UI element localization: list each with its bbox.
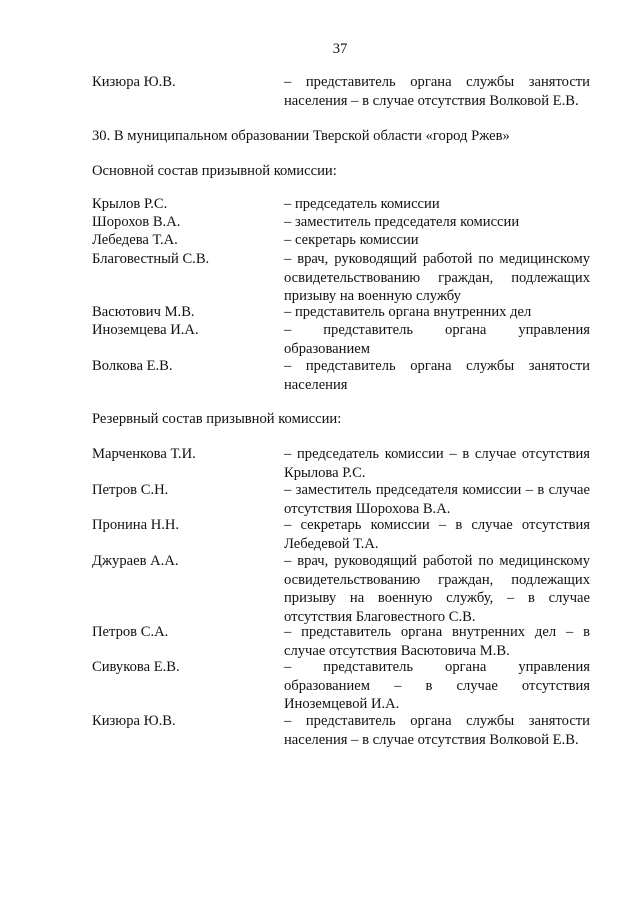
member-name: Петров С.А.: [92, 624, 169, 640]
section-heading: 30. В муниципальном образовании Тверской области «город Ржев»: [92, 128, 510, 144]
member-role: – заместитель председателя комиссии: [284, 214, 520, 230]
member-role: – представитель органа службы занятости населения – в случае отсутствия Волковой Е.В.: [284, 74, 590, 109]
member-name: Кизюра Ю.В.: [92, 74, 176, 90]
member-role: – представитель органа управления образованием: [284, 322, 590, 357]
page-number: 37: [332, 41, 348, 57]
reserve-composition-heading: Резервный состав призывной комиссии:: [92, 411, 342, 427]
member-name: Кизюра Ю.В.: [92, 713, 176, 729]
member-role: – председатель комиссии: [284, 196, 440, 212]
member-role: – представитель органа службы занятости населения – в случае отсутствия Волковой Е.В.: [284, 713, 590, 748]
member-role: – заместитель председателя комиссии – в случае отсутствия Шорохова В.А.: [284, 482, 590, 517]
member-name: Лебедева Т.А.: [92, 232, 178, 248]
member-name: Васютович М.В.: [92, 304, 195, 320]
member-role: – представитель органа управления образованием – в случае отсутствия Иноземцевой И.А.: [284, 659, 590, 713]
member-name: Сивукова Е.В.: [92, 659, 180, 675]
member-role: – секретарь комиссии – в случае отсутствия Лебедевой Т.А.: [284, 517, 590, 552]
member-name: Благовестный С.В.: [92, 251, 210, 267]
member-name: Шорохов В.А.: [92, 214, 181, 230]
member-name: Пронина Н.Н.: [92, 517, 180, 533]
member-name: Иноземцева И.А.: [92, 322, 199, 338]
main-composition-heading: Основной состав призывной комиссии:: [92, 163, 337, 179]
member-role: – представитель органа службы занятости населения: [284, 358, 590, 393]
member-name: Петров С.Н.: [92, 482, 169, 498]
member-name: Джураев А.А.: [92, 553, 179, 569]
member-role: – врач, руководящий работой по медицинскому освидетельствованию граждан, подлежащих призыву на военную службу, – в случае отсутствия Благовестного С.В.: [284, 553, 590, 625]
member-role: – председатель комиссии – в случае отсутствия Крылова Р.С.: [284, 446, 590, 481]
member-role: – представитель органа внутренних дел – в случае отсутствия Васютовича М.В.: [284, 624, 590, 659]
member-role: – секретарь комиссии: [284, 232, 419, 248]
member-role: – врач, руководящий работой по медицинскому освидетельствованию граждан, подлежащих призыву на военную службу: [284, 251, 590, 305]
member-name: Волкова Е.В.: [92, 358, 173, 374]
member-role: – представитель органа внутренних дел: [284, 304, 532, 320]
member-name: Марченкова Т.И.: [92, 446, 196, 462]
member-name: Крылов Р.С.: [92, 196, 168, 212]
